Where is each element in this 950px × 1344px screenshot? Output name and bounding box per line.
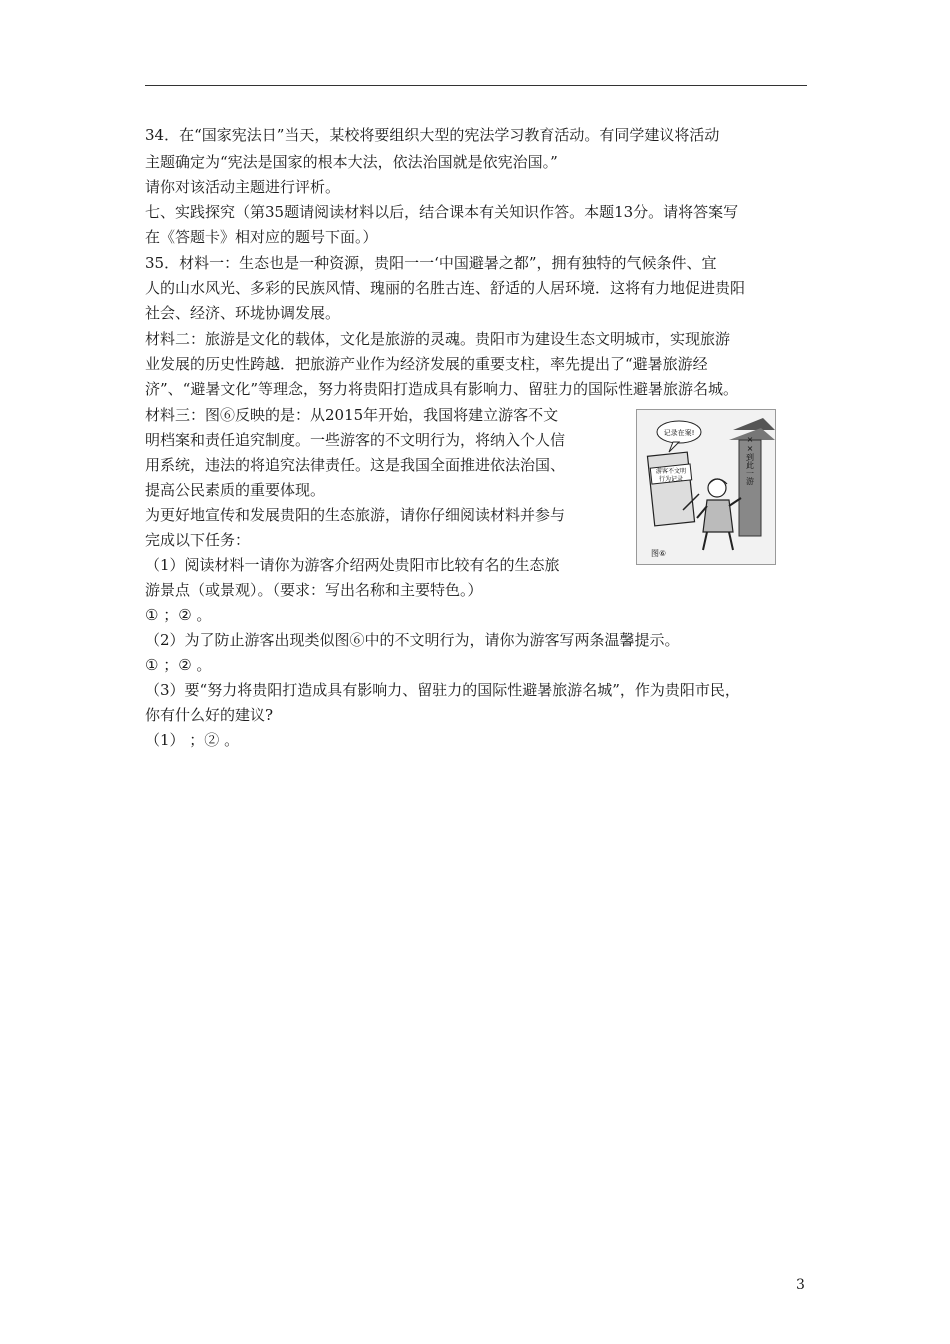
material3-line-4: 提高公民素质的重要体现。	[145, 481, 326, 499]
material3-line-3: 用系统，违法的将追究法律责任。这是我国全面推进依法治国、	[145, 456, 566, 474]
task3-answer-blanks: （1） ；② 。	[145, 731, 240, 749]
section7-heading: 七、实践探究（第35题请阅读材料以后，结合课本有关知识作答。本题13分。请将答案写	[145, 203, 739, 221]
material1-line-1: 35．材料一：生态也是一种资源，贵阳一一‘中国避暑之都”，拥有独特的气候条件、宜	[145, 254, 717, 272]
material3-line-1: 材料三：图⑥反映的是：从2015年开始，我国将建立游客不文	[145, 406, 559, 424]
q34-line-2: 主题确定为“宪法是国家的根本大法，依法治国就是依宪治国。”	[145, 153, 558, 171]
task3-line-2: 你有什么好的建议?	[145, 706, 274, 724]
task-intro-line-2: 完成以下任务：	[145, 531, 251, 549]
book-label-2: 行为记录	[658, 476, 684, 483]
material1-line-3: 社会、经济、环垅协调发展。	[145, 304, 341, 322]
task1-line-1: （1）阅读材料一请你为游客介绍两处贵阳市比较有名的生态旅	[145, 556, 560, 574]
figure-caption: 图⑥	[651, 549, 667, 558]
task2-answer-blanks: ① ；② 。	[145, 656, 212, 674]
material2-line-2: 业发展的历史性跨越．把旅游产业作为经济发展的重要支柱，率先提出了“避暑旅游经	[145, 355, 708, 373]
speech-text: 记录在案!	[663, 429, 695, 437]
q34-line-3: 请你对该活动主题进行评析。	[145, 178, 341, 196]
cartoon-figure-6	[636, 409, 776, 565]
page-number: 3	[796, 1277, 805, 1293]
book-label-1: 游客不文明	[655, 468, 687, 475]
material2-line-3: 济”、“避暑文化”等理念，努力将贵阳打造成具有影响力、留驻力的国际性避暑旅游名城。	[145, 380, 739, 398]
header-rule	[145, 85, 807, 86]
material2-line-1: 材料二：旅游是文化的载体，文化是旅游的灵魂。贵阳市为建设生态文明城市，实现旅游	[145, 330, 731, 348]
q34-line-1: 34．在“国家宪法日”当天，某校将要组织大型的宪法学习教育活动。有同学建议将活动	[145, 126, 720, 144]
material1-line-2: 人的山水风光、多彩的民族风情、瑰丽的名胜古连、舒适的人居环境．这将有力地促进贵阳	[145, 279, 746, 297]
task2-line-1: （2）为了防止游客出现类似图⑥中的不文明行为，请你为游客写两条温馨提示。	[145, 631, 680, 649]
material3-line-2: 明档案和责任追究制度。一些游客的不文明行为，将纳入个人信	[145, 431, 566, 449]
section7-heading-cont: 在《答题卡》相对应的题号下面。）	[145, 228, 378, 246]
task1-answer-blanks: ① ；② 。	[145, 606, 212, 624]
task-intro-line-1: 为更好地宣传和发展贵阳的生态旅游，请你仔细阅读材料并参与	[145, 506, 566, 524]
task3-line-1: （3）要“努力将贵阳打造成具有影响力、留驻力的国际性避暑旅游名城”，作为贵阳市民，	[145, 681, 740, 699]
pillar-graffiti: ××到此一游	[745, 435, 755, 485]
task1-line-2: 游景点（或景观）。（要求：写出名称和主要特色。）	[145, 581, 483, 599]
